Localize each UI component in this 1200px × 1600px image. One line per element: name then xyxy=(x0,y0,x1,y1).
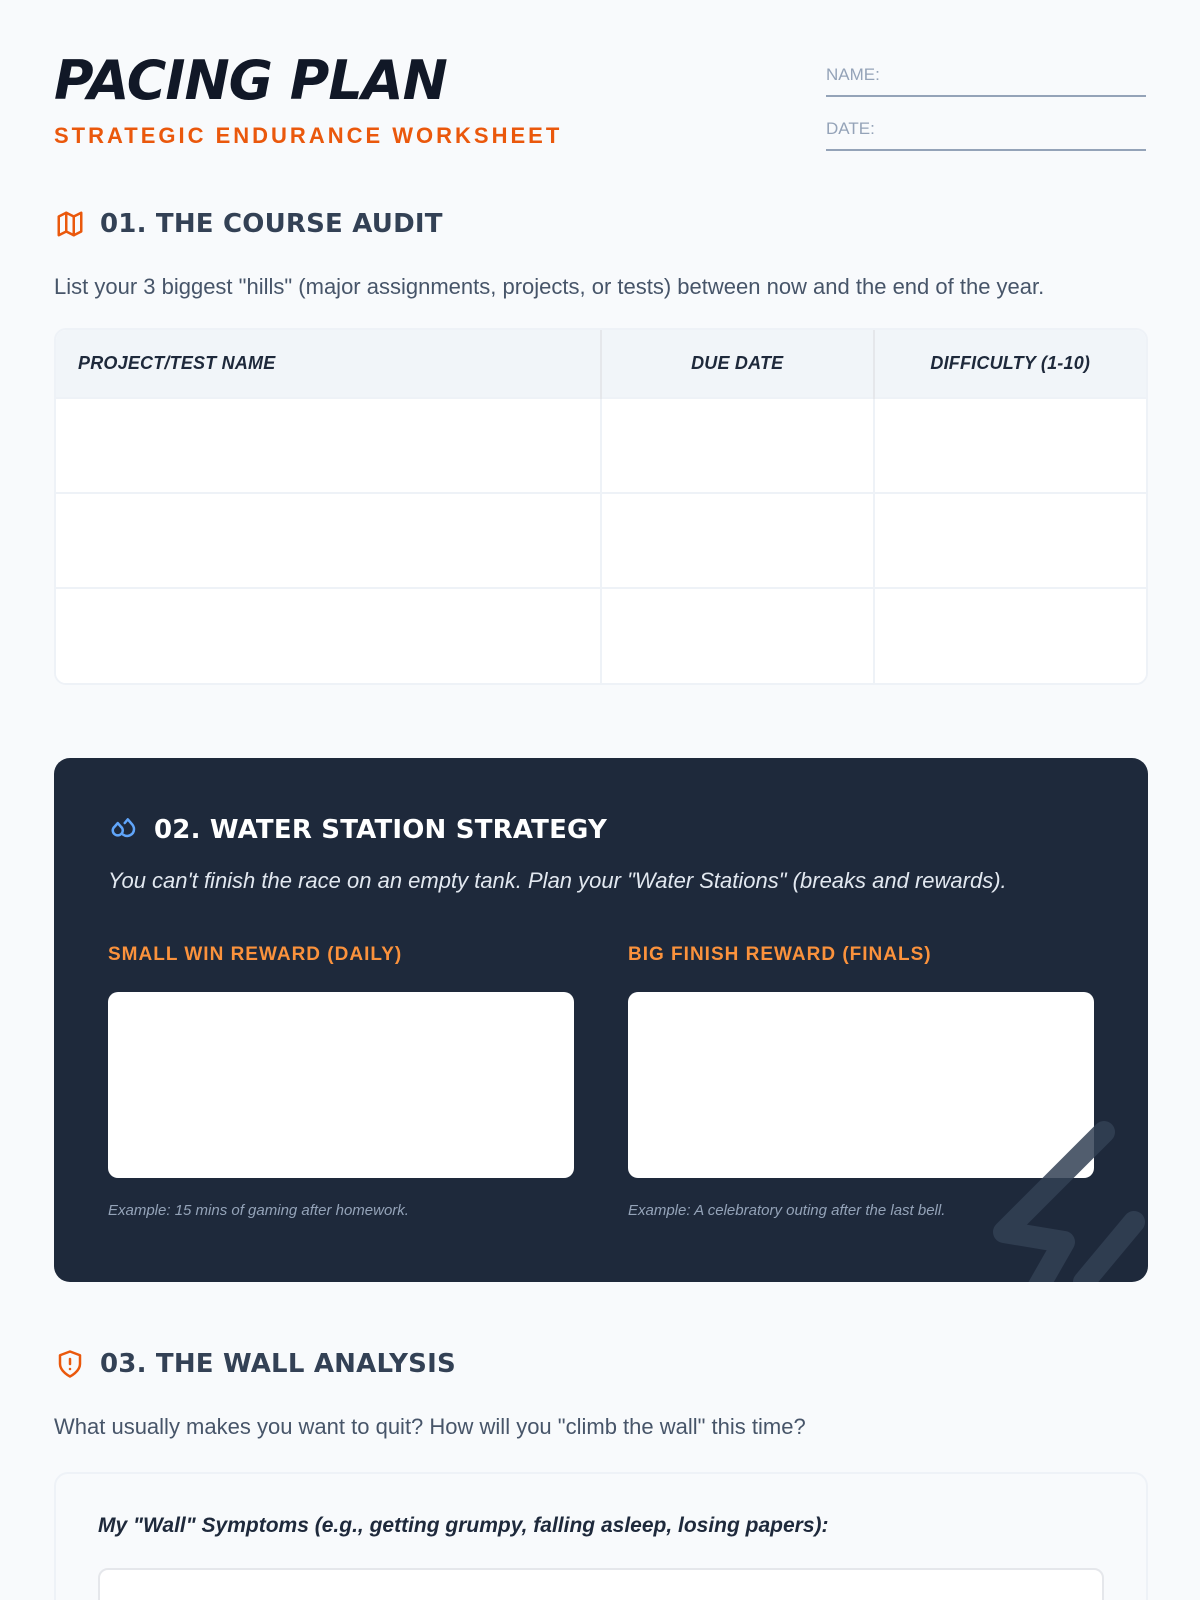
wall-analysis-section xyxy=(54,1348,1148,1600)
page-title: PACING PLAN xyxy=(54,49,447,112)
table-cell-due-date[interactable] xyxy=(601,493,874,588)
column-header-difficulty: DIFFICULTY (1-10) xyxy=(874,330,1147,398)
small-win-example: Example: 15 mins of gaming after homework. xyxy=(108,1202,409,1219)
course-audit-header xyxy=(54,208,1148,240)
table-cell-difficulty[interactable] xyxy=(874,398,1147,493)
table-cell-difficulty[interactable] xyxy=(874,493,1147,588)
wall-symptoms-input[interactable] xyxy=(98,1568,1104,1600)
section-description: List your 3 biggest "hills" (major assignments, projects, or tests) between now and the end of the year. xyxy=(54,274,1045,299)
name-field[interactable]: NAME: xyxy=(826,62,1146,97)
water-station-header xyxy=(108,814,1094,846)
table-cell-due-date[interactable] xyxy=(601,588,874,683)
wall-analysis-header xyxy=(54,1348,1148,1380)
reward-grid xyxy=(108,944,1094,1219)
section-title: 03. THE WALL ANALYSIS xyxy=(100,1349,456,1379)
name-date-fields xyxy=(826,62,1146,170)
table-cell-difficulty[interactable] xyxy=(874,588,1147,683)
section-description: You can't finish the race on an empty tank. Plan your "Water Stations" (breaks and rewards). xyxy=(108,868,1007,893)
lightning-bolt-icon xyxy=(984,1112,1148,1282)
table-row xyxy=(56,588,1146,683)
section-title: 02. WATER STATION STRATEGY xyxy=(154,815,608,845)
page-subtitle: STRATEGIC ENDURANCE WORKSHEET xyxy=(54,123,563,148)
table-cell-project[interactable] xyxy=(56,588,601,683)
date-field[interactable]: DATE: xyxy=(826,116,1146,151)
column-header-project: PROJECT/TEST NAME xyxy=(56,330,601,398)
table-header-row xyxy=(56,330,1146,398)
section-description: What usually makes you want to quit? How will you "climb the wall" this time? xyxy=(54,1414,806,1439)
droplets-icon xyxy=(108,814,140,846)
course-audit-table xyxy=(54,328,1148,685)
water-station-section xyxy=(54,758,1148,1282)
small-win-input-box[interactable] xyxy=(108,992,574,1178)
table-row xyxy=(56,398,1146,493)
big-finish-label: BIG FINISH REWARD (FINALS) xyxy=(628,944,932,965)
map-icon xyxy=(54,208,86,240)
table-cell-project[interactable] xyxy=(56,493,601,588)
course-audit-section xyxy=(54,208,1148,685)
worksheet-header xyxy=(54,0,1146,190)
small-win-label: SMALL WIN REWARD (DAILY) xyxy=(108,944,403,965)
small-win-reward xyxy=(108,944,574,1219)
big-finish-example: Example: A celebratory outing after the last bell. xyxy=(628,1202,946,1219)
section-title: 01. THE COURSE AUDIT xyxy=(100,209,443,239)
table-cell-due-date[interactable] xyxy=(601,398,874,493)
table-row xyxy=(56,493,1146,588)
column-header-due-date: DUE DATE xyxy=(601,330,874,398)
shield-alert-icon xyxy=(54,1348,86,1380)
wall-symptoms-card xyxy=(54,1472,1148,1600)
table-cell-project[interactable] xyxy=(56,398,601,493)
wall-symptoms-label: My "Wall" Symptoms (e.g., getting grumpy, falling asleep, losing papers): xyxy=(98,1514,829,1537)
